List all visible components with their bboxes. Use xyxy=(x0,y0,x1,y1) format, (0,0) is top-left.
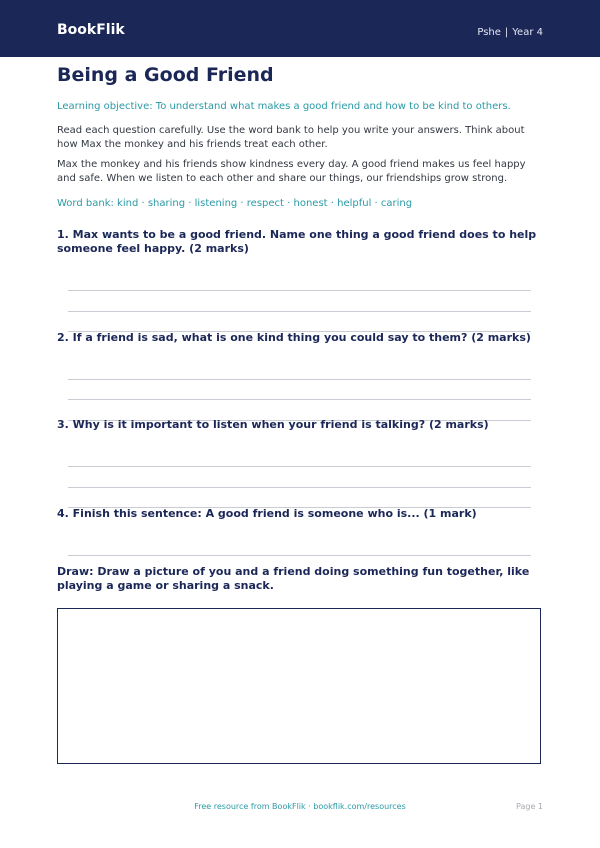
subject-year-label xyxy=(477,27,543,38)
footer-credit[interactable]: Free resource from BookFlik · bookflik.com/resources xyxy=(194,802,406,811)
answer-line[interactable] xyxy=(68,399,531,400)
answer-line[interactable] xyxy=(68,466,531,467)
drawing-task-prompt: Draw: Draw a picture of you and a friend doing something fun together, like playing a game or sharing a snack. xyxy=(57,565,530,592)
answer-line[interactable] xyxy=(68,290,531,291)
question-3: 3. Why is it important to listen when your friend is talking? (2 marks) xyxy=(57,418,489,431)
subject-label: Pshe xyxy=(477,27,501,38)
answer-line[interactable] xyxy=(68,379,531,380)
learning-objective: Learning objective: To understand what makes a good friend and how to be kind to others. xyxy=(57,101,511,112)
separator: | xyxy=(504,27,509,38)
header-bar xyxy=(0,0,600,57)
answer-line[interactable] xyxy=(68,487,531,488)
answer-line[interactable] xyxy=(68,555,531,556)
instructions-paragraph: Read each question carefully. Use the word bank to help you write your answers. Think about how Max the monkey and his friends treat each other. xyxy=(57,125,525,150)
question-4: 4. Finish this sentence: A good friend is someone who is... (1 mark) xyxy=(57,507,477,520)
question-2: 2. If a friend is sad, what is one kind thing you could say to them? (2 marks) xyxy=(57,331,531,344)
year-label: Year 4 xyxy=(512,27,543,38)
page-number: Page 1 xyxy=(516,802,543,811)
page-title: Being a Good Friend xyxy=(57,64,274,86)
word-bank: Word bank: kind · sharing · listening · respect · honest · helpful · caring xyxy=(57,198,413,209)
drawing-box[interactable] xyxy=(57,608,541,764)
intro-paragraph: Max the monkey and his friends show kindness every day. A good friend makes us feel happy and safe. When we listen to each other and share our things, our friendships grow strong. xyxy=(57,159,526,184)
question-1: 1. Max wants to be a good friend. Name one thing a good friend does to help someone feel happy. (2 marks) xyxy=(57,228,537,255)
brand-logo-text: BookFlik xyxy=(57,22,125,38)
answer-line[interactable] xyxy=(68,311,531,312)
